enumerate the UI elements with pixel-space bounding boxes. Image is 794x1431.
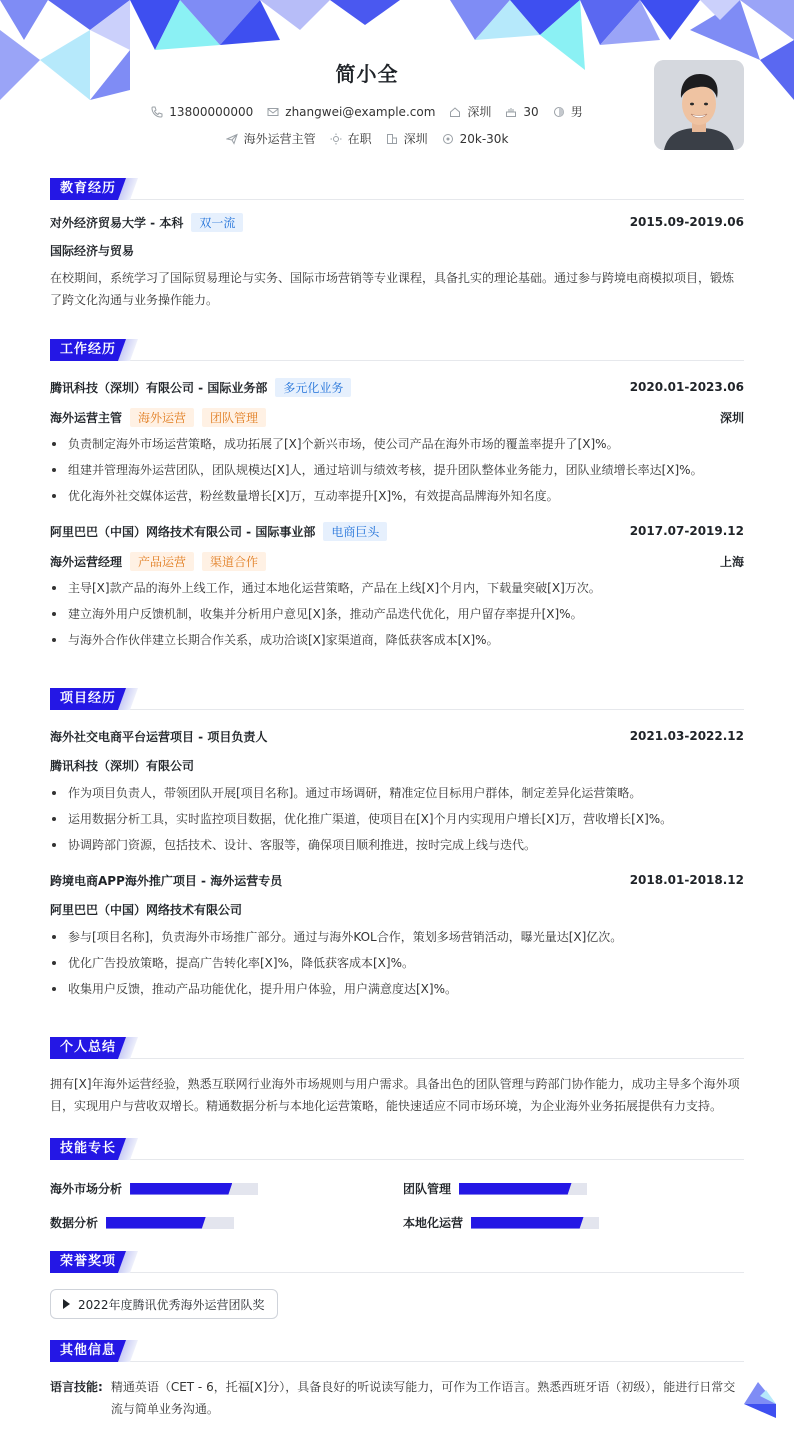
- work-role-row: [50, 551, 744, 571]
- role-title: 海外运营主管 海外运营 团队管理: [50, 408, 266, 427]
- skill-name: 团队管理: [403, 1182, 452, 1196]
- list-item: 优化广告投放策略，提高广告转化率[X]%，降低获客成本[X]%。: [50, 950, 744, 976]
- role-tag: 团队管理: [202, 408, 266, 427]
- school-name: 对外经济贸易大学 - 本科 双一流: [50, 213, 243, 232]
- email-text: zhangwei@example.com: [285, 104, 436, 119]
- section-title: 教育经历: [50, 178, 126, 200]
- list-item: 负责制定海外市场运营策略，成功拓展了[X]个新兴市场，使公司产品在海外市场的覆盖率提升了[X]%。: [50, 431, 744, 457]
- skill-item: [50, 1180, 258, 1197]
- list-item: 组建并管理海外运营团队，团队规模达[X]人，通过培训与绩效考核，提升团队整体业务能力，团队业绩增长率达[X]%。: [50, 457, 744, 483]
- skill-bar: [130, 1183, 258, 1195]
- company-tag: 电商巨头: [323, 522, 387, 541]
- language-text: 精通英语（CET - 6，托福[X]分），具备良好的听说读写能力，可作为工作语言。熟悉西班牙语（初级），能进行日常交流与简单业务沟通。: [110, 1380, 736, 1416]
- home-icon: [449, 106, 461, 118]
- sun-icon: [330, 133, 342, 145]
- education-section: [50, 178, 744, 311]
- skill-bar-fill: [471, 1217, 584, 1229]
- role-text: 海外运营主管: [243, 132, 316, 146]
- awards-header: [50, 1251, 744, 1273]
- section-title: 工作经历: [50, 339, 126, 361]
- building-icon: [386, 133, 398, 145]
- list-item: 优化海外社交媒体运营，粉丝数量增长[X]万，互动率提升[X]%，有效提高品牌海外知名度。: [50, 483, 744, 509]
- project-title-row: [50, 726, 744, 746]
- work-section: [50, 339, 744, 653]
- status-item: [330, 130, 372, 147]
- corner-decoration: [740, 1378, 780, 1422]
- coin-icon: [442, 133, 454, 145]
- company-tag: 多元化业务: [275, 378, 351, 397]
- summary-section: [50, 1037, 744, 1117]
- project-title: 海外社交电商平台运营项目 - 项目负责人: [50, 729, 268, 744]
- section-title: 项目经历: [50, 688, 126, 710]
- role-tag: 海外运营: [130, 408, 194, 427]
- salary-text: 20k-30k: [459, 131, 509, 146]
- skill-item: [50, 1214, 234, 1231]
- work-company-row: [50, 377, 744, 397]
- skill-name: 海外市场分析: [50, 1182, 123, 1196]
- work-role-row: [50, 407, 744, 427]
- language-label: 语言技能:: [50, 1380, 103, 1394]
- phone-icon: [151, 106, 163, 118]
- gender-item: [553, 103, 583, 120]
- target-city-item: [386, 130, 428, 147]
- projects-section: [50, 688, 744, 1002]
- skills-header: [50, 1138, 744, 1160]
- city-text: 深圳: [467, 105, 492, 119]
- target-city-text: 深圳: [403, 132, 428, 146]
- resume-header: [0, 0, 794, 160]
- skill-bar-fill: [106, 1217, 206, 1229]
- skill-bar-fill: [130, 1183, 232, 1195]
- skills-section: [50, 1138, 744, 1248]
- skill-item: [403, 1214, 599, 1231]
- project-bullets: [50, 924, 744, 1002]
- projects-header: [50, 688, 744, 710]
- awards-list: [50, 1289, 744, 1319]
- section-title: 其他信息: [50, 1340, 126, 1362]
- work-entry: [50, 521, 744, 653]
- play-icon: [63, 1299, 70, 1309]
- salary-item: [442, 130, 509, 147]
- role-tag: 渠道合作: [202, 552, 266, 571]
- list-item: 建立海外用户反馈机制，收集并分析用户意见[X]条，推动产品迭代优化，用户留存率提升[X]%。: [50, 601, 744, 627]
- project-org: 腾讯科技（深圳）有限公司: [50, 759, 195, 773]
- other-header: [50, 1340, 744, 1362]
- list-item: 收集用户反馈，推动产品功能优化，提升用户体验，用户满意度达[X]%。: [50, 976, 744, 1002]
- work-bullets: [50, 575, 744, 653]
- project-date: 2021.03-2022.12: [629, 729, 744, 743]
- work-date: 2020.01-2023.06: [629, 380, 744, 394]
- summary-header: [50, 1037, 744, 1059]
- project-date: 2018.01-2018.12: [629, 873, 744, 887]
- education-date: 2015.09-2019.06: [629, 215, 744, 229]
- award-item[interactable]: [50, 1289, 278, 1319]
- work-company-row: [50, 521, 744, 541]
- email-item: [267, 103, 435, 120]
- list-item: 协调跨部门资源，包括技术、设计、客服等，确保项目顺利推进，按时完成上线与迭代。: [50, 832, 744, 858]
- skill-item: [403, 1180, 587, 1197]
- job-intent-row: [0, 130, 734, 147]
- city-item: [449, 103, 491, 120]
- project-title-row: [50, 870, 744, 890]
- section-title: 个人总结: [50, 1037, 126, 1059]
- awards-section: [50, 1251, 744, 1319]
- role-tag: 产品运营: [130, 552, 194, 571]
- list-item: 作为项目负责人，带领团队开展[项目名称]。通过市场调研，精准定位目标用户群体，制定差异化运营策略。: [50, 780, 744, 806]
- work-bullets: [50, 431, 744, 509]
- work-entry: [50, 377, 744, 509]
- education-header: [50, 178, 744, 200]
- candidate-name: 简小全: [335, 62, 399, 86]
- phone-text: 13800000000: [169, 104, 254, 119]
- avatar-portrait: [654, 60, 744, 150]
- mail-icon: [267, 106, 279, 118]
- list-item: 主导[X]款产品的海外上线工作，通过本地化运营策略，产品在上线[X]个月内，下载量突破[X]万次。: [50, 575, 744, 601]
- project-entry: [50, 726, 744, 858]
- award-text: 2022年度腾讯优秀海外运营团队奖: [78, 1297, 265, 1312]
- gender-text: 男: [570, 105, 583, 119]
- work-location: 深圳: [719, 410, 744, 425]
- age-text: 30: [523, 104, 539, 119]
- list-item: 参与[项目名称]，负责海外市场推广部分。通过与海外KOL合作，策划多场营销活动，曝光量达[X]亿次。: [50, 924, 744, 950]
- summary-text: 拥有[X]年海外运营经验，熟悉互联网行业海外市场规则与用户需求。具备出色的团队管理与跨部门协作能力，成功主导多个海外项目，实现用户与营收双增长。精通数据分析与本地化运营策略，能快速适应不同市场环境，为企业海外业务拓展提供有力支持。: [50, 1077, 740, 1113]
- school-tag: 双一流: [191, 213, 243, 232]
- project-title: 跨境电商APP海外推广项目 - 海外运营专员: [50, 873, 283, 888]
- major: 国际经济与贸易: [50, 244, 135, 258]
- work-date: 2017.07-2019.12: [629, 524, 744, 538]
- skill-bar: [471, 1217, 599, 1229]
- skill-name: 本地化运营: [403, 1216, 464, 1230]
- role-title: 海外运营经理 产品运营 渠道合作: [50, 552, 266, 571]
- phone-item: [151, 103, 253, 120]
- company-name: 阿里巴巴（中国）网络技术有限公司 - 国际事业部 电商巨头: [50, 522, 387, 541]
- status-text: 在职: [347, 132, 372, 146]
- work-header: [50, 339, 744, 361]
- avatar: [654, 60, 744, 150]
- age-item: [505, 103, 538, 120]
- project-bullets: [50, 780, 744, 858]
- skill-bar-fill: [459, 1183, 572, 1195]
- cake-icon: [505, 106, 517, 118]
- education-description: 在校期间，系统学习了国际贸易理论与实务、国际市场营销等专业课程，具备扎实的理论基础。通过参与跨境电商模拟项目，锻炼了跨文化沟通与业务操作能力。: [50, 271, 735, 307]
- skill-name: 数据分析: [50, 1216, 99, 1230]
- send-icon: [226, 133, 238, 145]
- gender-icon: [553, 106, 565, 118]
- education-row: [50, 212, 744, 232]
- skill-bar: [106, 1217, 234, 1229]
- language-row: [50, 1376, 744, 1420]
- project-org: 阿里巴巴（中国）网络技术有限公司: [50, 903, 243, 917]
- list-item: 与海外合作伙伴建立长期合作关系，成功洽谈[X]家渠道商，降低获客成本[X]%。: [50, 627, 744, 653]
- contact-row: [0, 103, 734, 120]
- project-entry: [50, 870, 744, 1002]
- company-name: 腾讯科技（深圳）有限公司 - 国际业务部 多元化业务: [50, 378, 351, 397]
- other-section: [50, 1340, 744, 1420]
- list-item: 运用数据分析工具，实时监控项目数据，优化推广渠道，使项目在[X]个月内实现用户增长[X]万，营收增长[X]%。: [50, 806, 744, 832]
- section-title: 荣誉奖项: [50, 1251, 126, 1273]
- role-item: [226, 130, 316, 147]
- section-title: 技能专长: [50, 1138, 126, 1160]
- skill-bar: [459, 1183, 587, 1195]
- work-location: 上海: [719, 554, 744, 569]
